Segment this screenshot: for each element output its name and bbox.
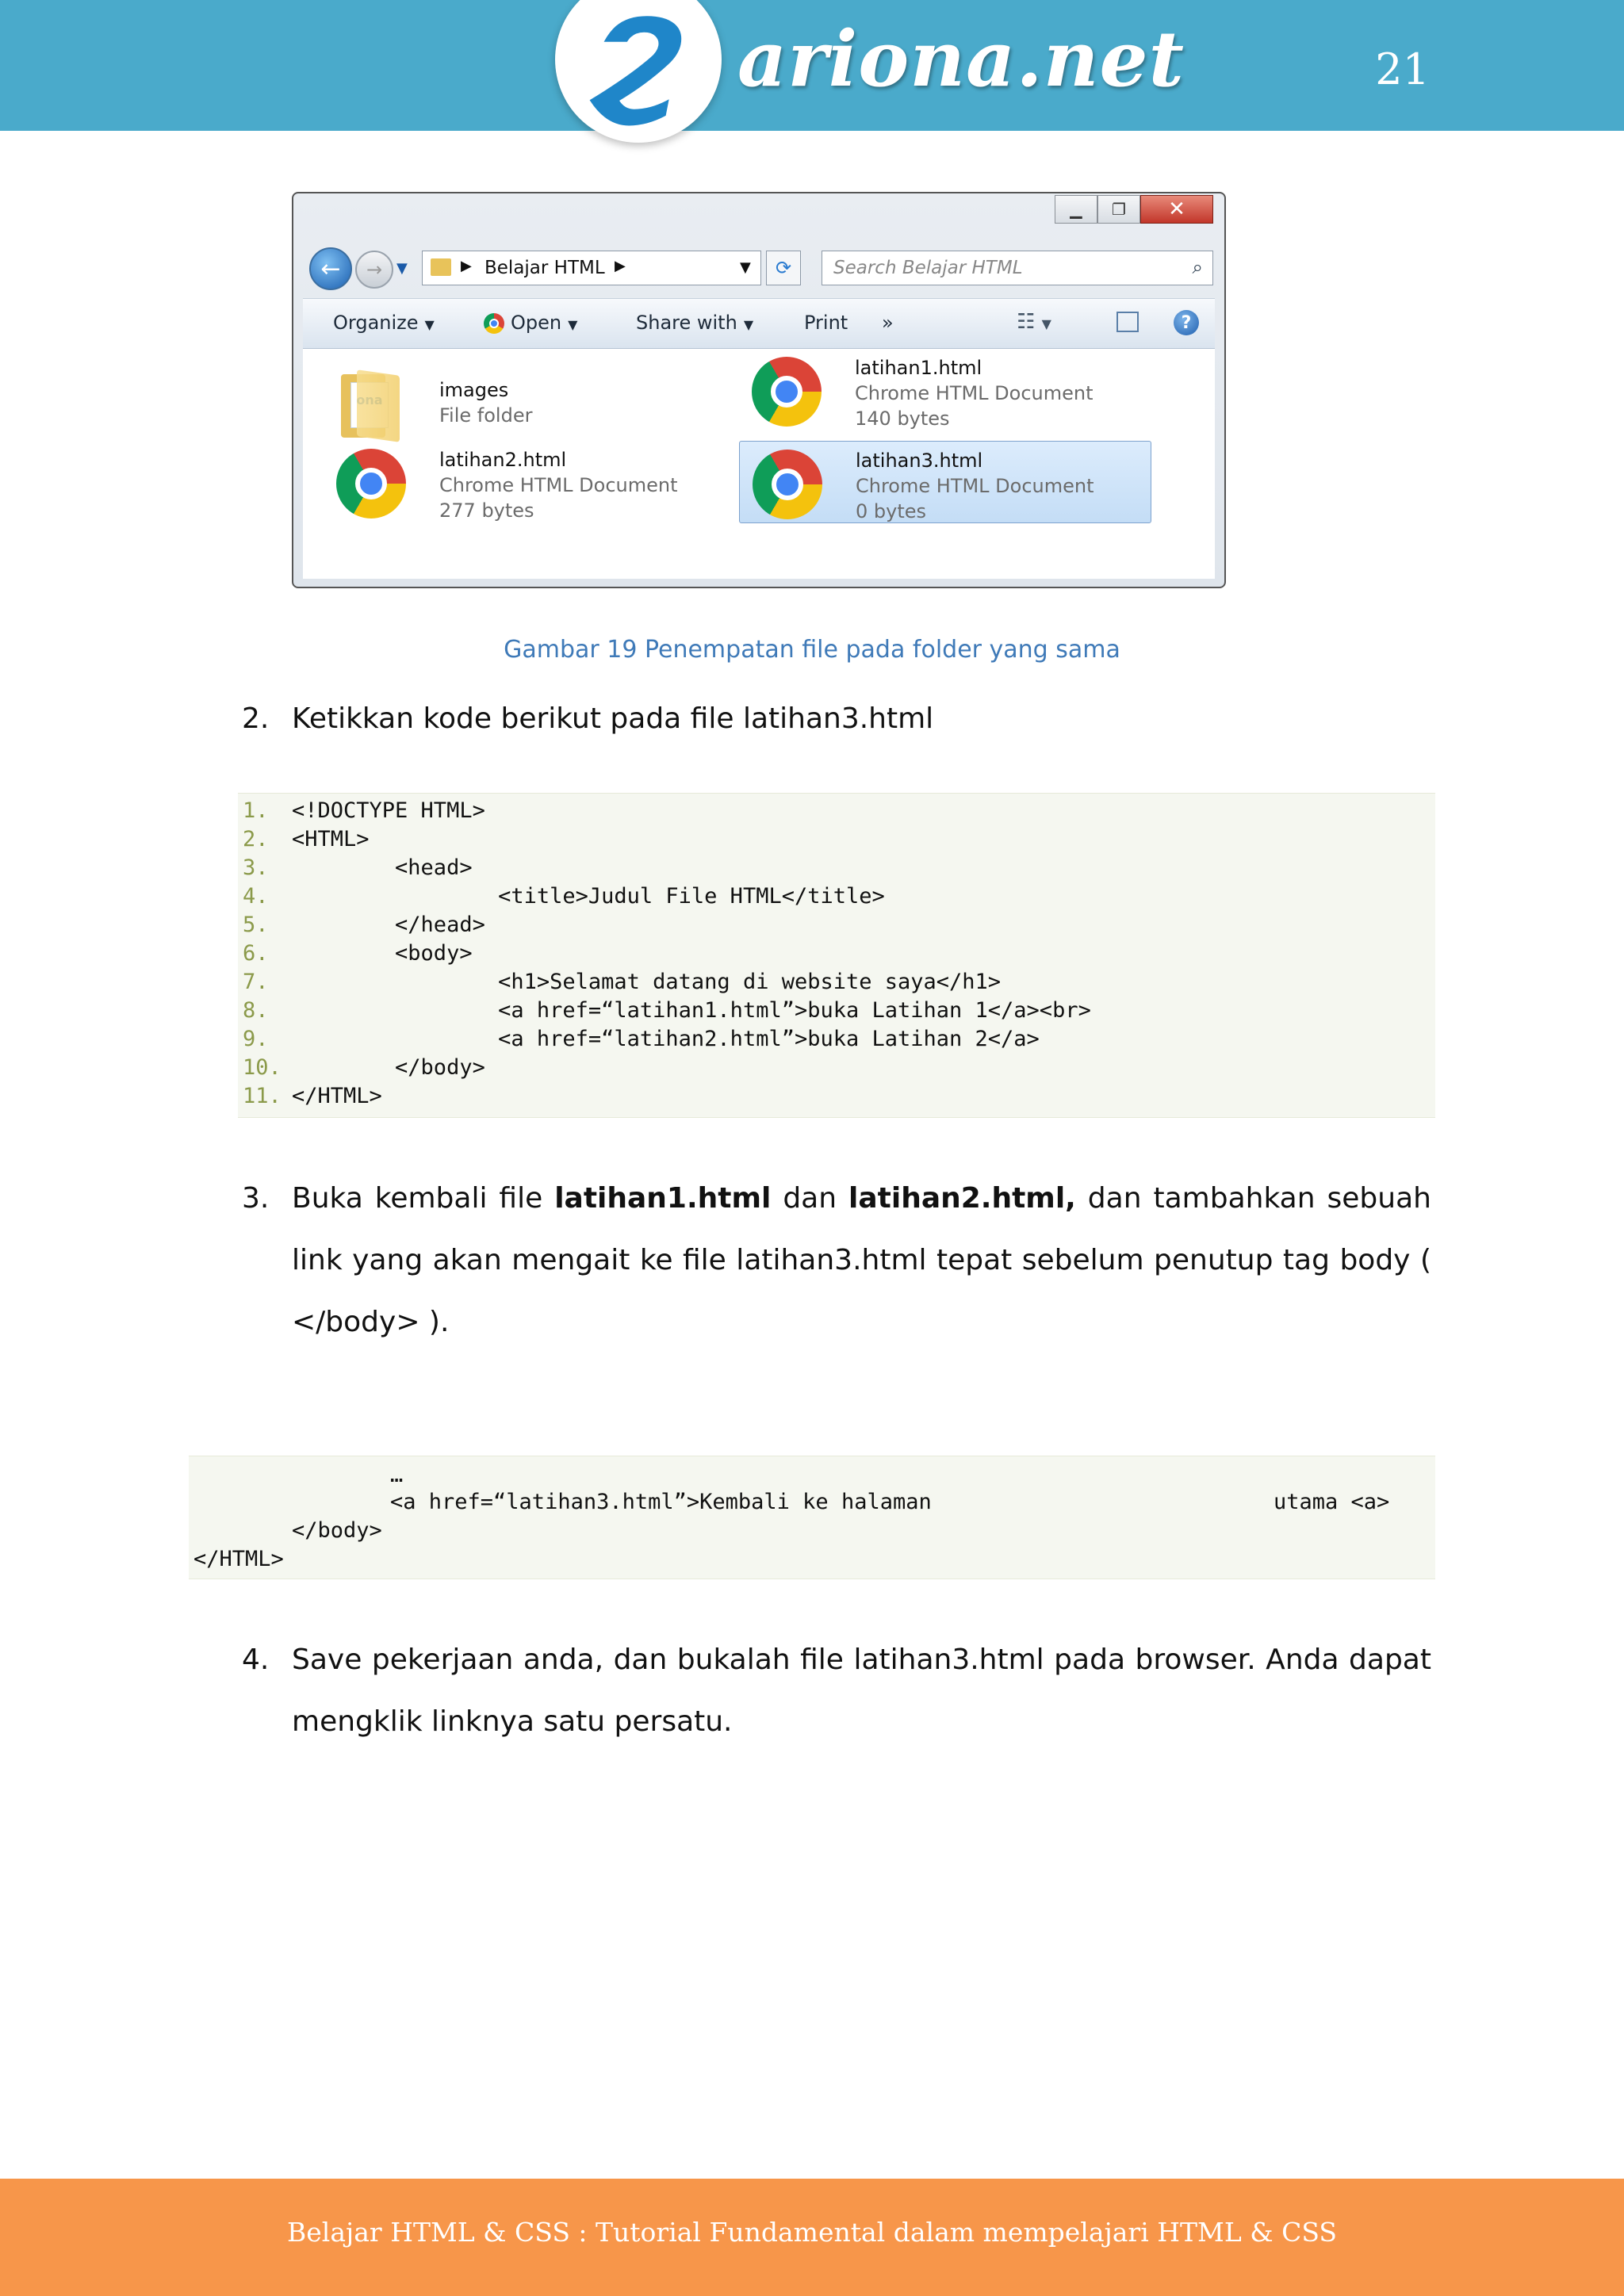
code-line	[238, 939, 473, 968]
forward-arrow-icon[interactable]: →	[355, 251, 393, 289]
help-icon[interactable]: ?	[1174, 310, 1199, 335]
code-line	[238, 997, 1091, 1025]
change-view-icon[interactable]: ☷ ▼	[1017, 310, 1051, 334]
address-folder-label[interactable]: Belajar HTML	[485, 258, 605, 278]
code-block-link-snippet	[189, 1456, 1435, 1579]
file-name: images	[439, 379, 509, 401]
step-text-part: dan tambahkan sebuah link yang akan mengait ke file latihan3.html tepat sebelum penutup tag body ( </body> ).	[292, 1182, 1431, 1338]
file-size: 277 bytes	[439, 499, 534, 522]
line-number: 8.	[243, 998, 269, 1023]
chrome-icon	[752, 357, 822, 427]
code-text: </body>	[292, 1518, 382, 1543]
code-line	[238, 854, 473, 882]
file-type: Chrome HTML Document	[855, 382, 1094, 404]
line-number: 7.	[243, 970, 269, 994]
folder-icon	[336, 368, 406, 438]
file-item-latihan2[interactable]	[324, 441, 736, 523]
logo-icon: ϩ	[592, 0, 685, 130]
code-text: <HTML>	[292, 827, 370, 851]
step-text-bold: latihan1.html	[554, 1182, 772, 1215]
step-text	[292, 1168, 1431, 1353]
chevron-down-icon: ▼	[743, 317, 754, 332]
line-number: 2.	[243, 827, 269, 851]
step-text-part: dan	[771, 1182, 849, 1215]
step-number: 4.	[242, 1644, 270, 1676]
file-item-latihan3[interactable]	[739, 441, 1151, 523]
code-text: <a href=“latihan3.html”>Kembali ke halaman	[390, 1490, 932, 1514]
maximize-icon[interactable]: ❐	[1097, 195, 1140, 224]
line-number: 4.	[243, 884, 269, 909]
page-footer	[0, 2179, 1624, 2296]
line-number: 3.	[243, 855, 269, 880]
file-type: Chrome HTML Document	[856, 475, 1094, 497]
step-3	[242, 1168, 1431, 1353]
page-number: 21	[1375, 44, 1430, 94]
step-text: Ketikkan kode berikut pada file latihan3.html	[292, 702, 934, 735]
line-number: 1.	[243, 798, 269, 823]
code-line	[238, 1082, 382, 1111]
file-type: Chrome HTML Document	[439, 474, 678, 496]
code-text: <a href=“latihan2.html”>buka Latihan 2</a>	[292, 1027, 1040, 1051]
code-block-latihan3	[238, 793, 1435, 1118]
file-item-latihan1[interactable]	[739, 349, 1151, 431]
chrome-icon	[484, 313, 504, 334]
file-list	[303, 349, 1215, 579]
code-text: <head>	[292, 855, 473, 880]
recent-pages-dropdown-icon[interactable]: ▼	[396, 260, 408, 277]
search-input[interactable]	[822, 251, 1213, 285]
step-text: Save pekerjaan anda, dan bukalah file latihan3.html pada browser. Anda dapat mengklik linknya satu persatu.	[292, 1644, 1431, 1738]
file-name: latihan1.html	[855, 357, 982, 379]
code-text: </body>	[292, 1055, 485, 1080]
address-bar[interactable]	[422, 251, 761, 285]
organize-button[interactable]	[333, 312, 435, 334]
chevron-down-icon: ▼	[568, 317, 578, 332]
code-text: </head>	[292, 913, 485, 937]
address-dropdown-icon[interactable]: ▼	[740, 259, 751, 276]
code-text: </HTML>	[193, 1547, 284, 1571]
file-name: latihan3.html	[856, 450, 983, 472]
code-text: <title>Judul File HTML</title>	[292, 884, 885, 909]
file-name: latihan2.html	[439, 449, 567, 471]
code-line	[238, 825, 370, 854]
page-header	[0, 0, 1624, 131]
code-line	[238, 1025, 1040, 1054]
code-text: </HTML>	[292, 1084, 382, 1108]
code-text: …	[390, 1463, 404, 1487]
minimize-icon[interactable]: ▁	[1055, 195, 1097, 224]
refresh-icon[interactable]: ⟳	[766, 251, 801, 285]
step-4	[242, 1629, 1431, 1753]
close-icon[interactable]: ✕	[1140, 195, 1213, 224]
code-text: <body>	[292, 941, 473, 966]
step-number: 2.	[242, 702, 270, 735]
command-bar	[303, 298, 1215, 349]
open-label: Open	[511, 312, 562, 334]
logo-text: ariona.net	[737, 14, 1185, 104]
print-button[interactable]	[804, 312, 848, 334]
open-button[interactable]	[484, 312, 577, 334]
code-line	[238, 882, 885, 911]
file-item-images[interactable]	[324, 360, 736, 442]
preview-pane-icon[interactable]	[1116, 312, 1139, 332]
footer-text: Belajar HTML & CSS : Tutorial Fundamental dalam mempelajari HTML & CSS	[287, 2217, 1337, 2248]
breadcrumb-arrow-icon[interactable]: ▶	[461, 258, 472, 274]
search-placeholder: Search Belajar HTML	[833, 258, 1023, 278]
code-text: <a href=“latihan1.html”>buka Latihan 1</a><br>	[292, 998, 1091, 1023]
share-with-label: Share with	[636, 312, 737, 334]
window-controls	[1055, 195, 1213, 225]
code-text: utama <a>	[1274, 1490, 1390, 1514]
print-label: Print	[804, 312, 848, 334]
file-size: 140 bytes	[855, 408, 950, 430]
organize-label: Organize	[333, 312, 419, 334]
code-text: <!DOCTYPE HTML>	[292, 798, 485, 823]
code-line	[238, 797, 485, 825]
more-commands-button[interactable]	[882, 312, 894, 334]
code-text: <h1>Selamat datang di website saya</h1>	[292, 970, 1002, 994]
line-number: 11.	[243, 1084, 282, 1108]
line-number: 6.	[243, 941, 269, 966]
more-label: »	[882, 312, 894, 334]
folder-small-icon	[431, 258, 451, 276]
chrome-icon	[753, 450, 822, 519]
line-number: 9.	[243, 1027, 269, 1051]
line-number: 5.	[243, 913, 269, 937]
chrome-icon	[336, 449, 406, 519]
code-line	[238, 1054, 485, 1082]
figure-caption: Gambar 19 Penempatan file pada folder yang sama	[504, 636, 1120, 664]
step-text-part: Buka kembali file	[292, 1182, 555, 1215]
breadcrumb-arrow-icon[interactable]: ▶	[615, 258, 626, 274]
file-type: File folder	[439, 404, 533, 427]
code-line	[238, 911, 485, 939]
code-line	[238, 968, 1001, 997]
search-icon[interactable]: ⌕	[1192, 256, 1203, 278]
back-arrow-icon[interactable]: ←	[309, 247, 352, 290]
line-number: 10.	[243, 1055, 282, 1080]
share-with-button[interactable]	[636, 312, 753, 334]
file-size: 0 bytes	[856, 500, 927, 522]
step-text-bold: latihan2.html,	[848, 1182, 1076, 1215]
chevron-down-icon: ▼	[424, 317, 435, 332]
explorer-window	[292, 192, 1226, 588]
step-2	[242, 688, 1431, 750]
step-number: 3.	[242, 1182, 270, 1215]
